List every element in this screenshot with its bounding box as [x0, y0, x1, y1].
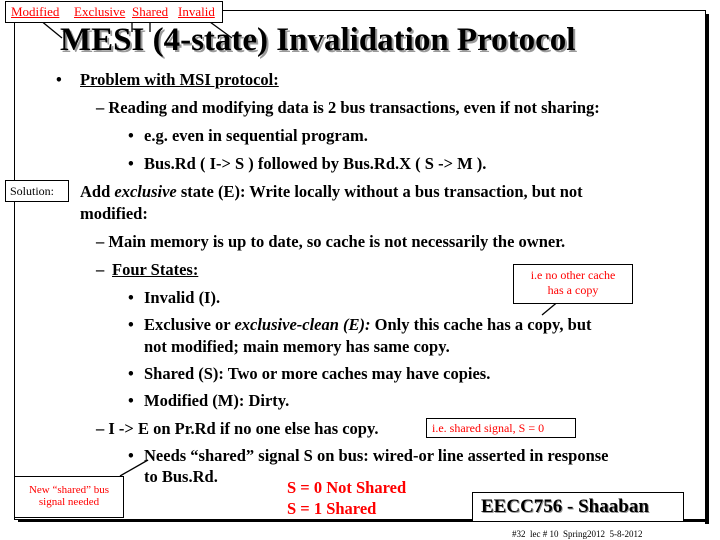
- excl-post: Only this cache has a copy, but: [370, 315, 592, 334]
- footer-lec: lec # 10: [530, 529, 559, 539]
- modified-state-line: Modified (M): Dirty.: [144, 391, 290, 410]
- footer-date: 5-8-2012: [609, 529, 643, 539]
- other-cache-note: [513, 264, 633, 304]
- course-box: [472, 492, 684, 522]
- four-states-heading: Four States:: [112, 260, 199, 279]
- s0-label: S = 0 Not Shared: [287, 478, 407, 497]
- bullet-icon: •: [128, 315, 134, 334]
- excl-pre: Exclusive or: [144, 315, 235, 334]
- modified-line: modified:: [80, 204, 148, 223]
- add-em: exclusive: [114, 182, 177, 201]
- bullet-icon: •: [128, 364, 134, 383]
- exclusive-line: [144, 315, 592, 335]
- state-exclusive: Exclusive: [74, 4, 126, 19]
- new-signal-line-1: New “shared” bus: [28, 484, 110, 496]
- busrd-line: Bus.Rd ( I-> S ) followed by Bus.Rd.X ( S -> M ).: [144, 154, 487, 173]
- excl-em: exclusive-clean (E):: [234, 315, 371, 334]
- bullet-icon: •: [128, 288, 134, 307]
- needs-line-1: Needs “shared” signal S on bus: wired-or line asserted in response: [144, 446, 609, 465]
- add-exclusive-line: [80, 182, 583, 202]
- slide-title: MESI (4-state) Invalidation Protocol: [60, 22, 576, 58]
- note-line-2: has a copy: [547, 283, 599, 297]
- note-line-1: i.e no other cache: [530, 268, 616, 282]
- footer-slide: #32: [512, 529, 526, 539]
- new-signal-line-2: signal needed: [38, 496, 100, 508]
- state-shared: Shared: [132, 4, 169, 19]
- add-post: state (E): Write locally without a bus transaction, but not: [176, 182, 583, 201]
- i-to-e-line: – I -> E on Pr.Rd if no one else has copy.: [96, 419, 379, 438]
- bullet-icon: •: [128, 126, 134, 145]
- solution-label: Solution:: [10, 184, 55, 198]
- s1-label: S = 1 Shared: [287, 499, 377, 518]
- bullet-icon: •: [128, 446, 134, 465]
- dash: –: [96, 260, 105, 279]
- bullet-icon: •: [56, 70, 62, 89]
- state-modified: Modified: [11, 4, 60, 19]
- states-label-box: [5, 1, 223, 23]
- state-invalid: Invalid: [178, 4, 215, 19]
- reading-line: – Reading and modifying data is 2 bus transactions, even if not sharing:: [96, 98, 600, 117]
- exclusive-line-2: not modified; main memory has same copy.: [144, 337, 450, 356]
- footer: [512, 529, 643, 539]
- invalid-line: Invalid (I).: [144, 288, 221, 307]
- new-signal-box: [14, 476, 124, 518]
- problem-heading: Problem with MSI protocol:: [80, 70, 279, 89]
- memory-line: – Main memory is up to date, so cache is not necessarily the owner.: [96, 232, 566, 251]
- footer-term: Spring2012: [563, 529, 606, 539]
- add-pre: Add: [80, 182, 115, 201]
- bullet-icon: •: [128, 391, 134, 410]
- solution-box: [5, 180, 69, 202]
- course-label: EECC756 - Shaaban: [481, 496, 649, 517]
- shared-line: Shared (S): Two or more caches may have copies.: [144, 364, 491, 383]
- shared-signal-note: [426, 418, 576, 438]
- bullet-icon: •: [128, 154, 134, 173]
- sequential-line: e.g. even in sequential program.: [144, 126, 368, 145]
- needs-line-2: to Bus.Rd.: [144, 467, 218, 486]
- shared-signal-text: i.e. shared signal, S = 0: [432, 421, 545, 435]
